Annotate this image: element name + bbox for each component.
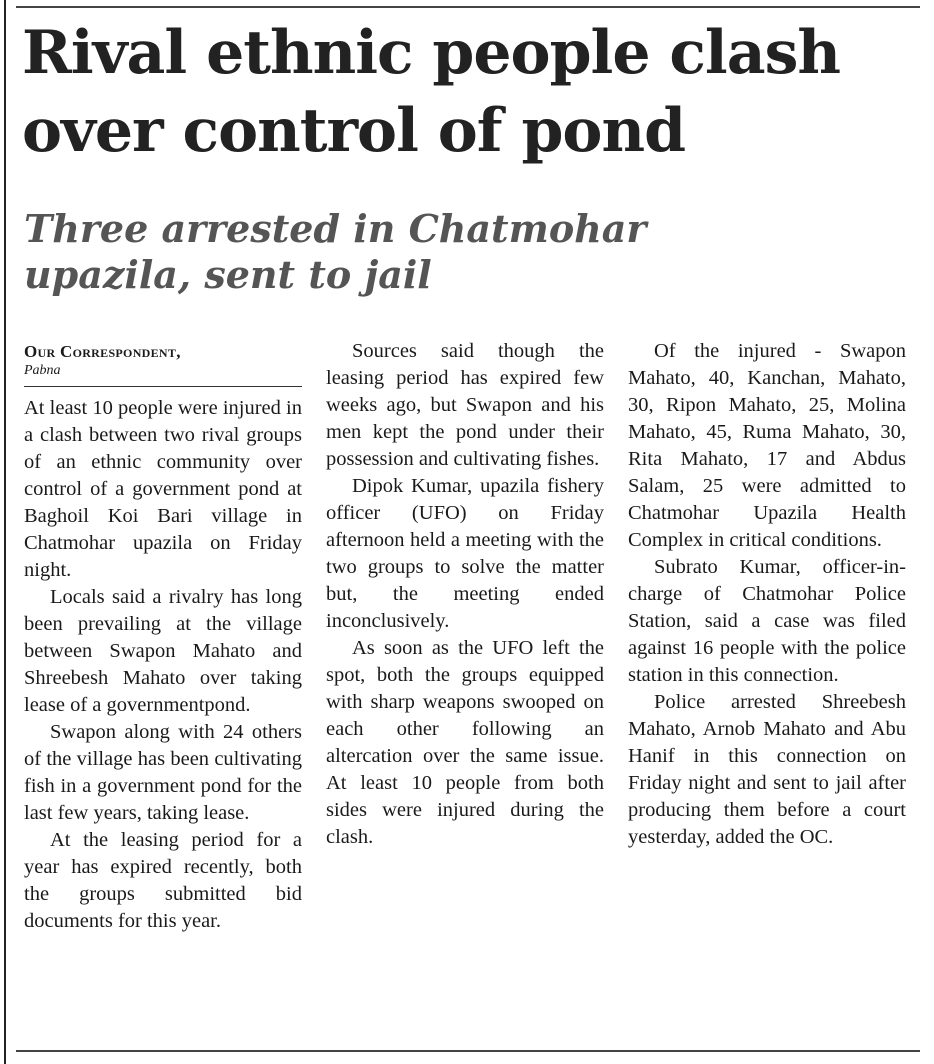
byline-rule: [24, 386, 302, 387]
paragraph-1: At least 10 people were injured in a clash between two rival groups of an ethnic community over control of a government pond at Baghoil Koi Bari village in Chatmohar upazila on Friday night.: [24, 397, 302, 581]
paragraph-5: Sources said though the leasing period has expired few weeks ago, but Swapon and his men kept the pond under their possession and cultivating fishes.: [326, 340, 604, 470]
top-rule: [16, 6, 920, 8]
bottom-rule: [16, 1050, 920, 1052]
subheadline: Three arrested in Chatmohar upazila, sent to jail: [24, 206, 647, 297]
column-1: [24, 338, 302, 935]
headline: Rival ethnic people clash over control of pond: [22, 18, 840, 166]
paragraph-6: Dipok Kumar, upazila fishery officer (UFO) on Friday afternoon held a meeting with the two groups to solve the matter but, the meeting ended inconclusively.: [326, 475, 604, 632]
paragraph-4: At the leasing period for a year has expired recently, both the groups submitted bid documents for this year.: [24, 829, 302, 932]
paragraph-2: Locals said a rivalry has long been prevailing at the village between Swapon Mahato and Shreebesh Mahato over taking lease of a governmentpond.: [24, 586, 302, 716]
left-border-rule: [4, 0, 6, 1064]
column-2: [326, 338, 604, 851]
dateline: Pabna: [24, 363, 61, 378]
byline: Our Correspondent,: [24, 342, 181, 361]
column-3: [628, 338, 906, 851]
paragraph-7: As soon as the UFO left the spot, both the groups equipped with sharp weapons swooped on each other following an altercation over the same issue. At least 10 people from both sides were injured during the clash.: [326, 637, 604, 848]
paragraph-8: Of the injured - Swapon Mahato, 40, Kanchan, Mahato, 30, Ripon Mahato, 25, Molina Mahato, 45, Ruma Mahato, 30, Rita Mahato, 17 and Abdus Salam, 25 were admitted to Chatmohar Upazila Health Complex in critical conditions.: [628, 340, 906, 551]
paragraph-9: Subrato Kumar, officer-in-charge of Chatmohar Police Station, said a case was filed against 16 people with the police station in this connection.: [628, 556, 906, 686]
paragraph-10: Police arrested Shreebesh Mahato, Arnob Mahato and Abu Hanif in this connection on Friday night and sent to jail after producing them before a court yesterday, added the OC.: [628, 691, 906, 848]
paragraph-3: Swapon along with 24 others of the village has been cultivating fish in a government pond for the last few years, taking lease.: [24, 721, 302, 824]
